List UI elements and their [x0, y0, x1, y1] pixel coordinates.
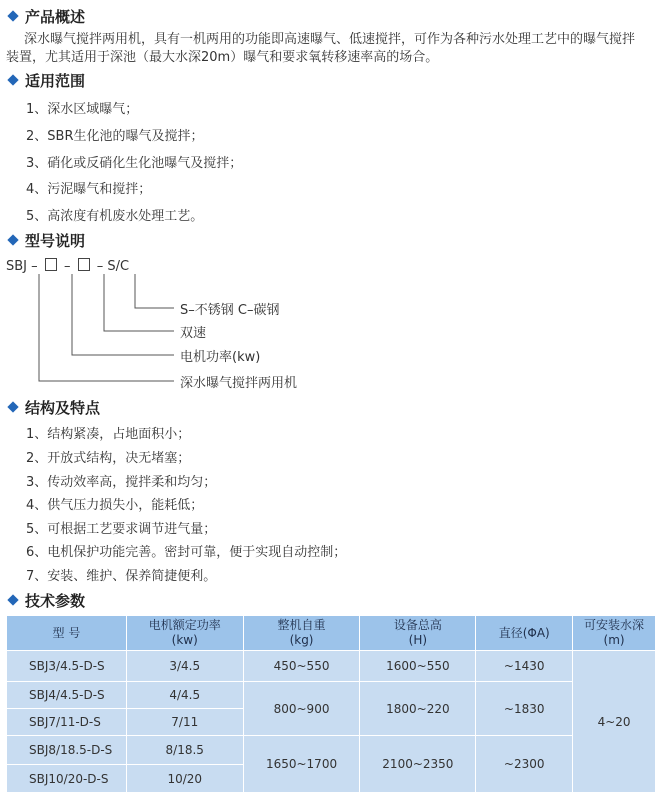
- model-code-dash: –: [96, 259, 104, 274]
- cell-power: 7/11: [126, 709, 243, 736]
- scope-item: 3、硝化或反硝化生化池曝气及搅拌；: [26, 156, 243, 171]
- feature-item: 6、电机保护功能完善。密封可靠，便于实现自动控制；: [26, 545, 347, 560]
- cell-weight: 800~900: [243, 682, 360, 736]
- feature-item: 3、传动效率高，搅拌柔和均匀；: [26, 475, 217, 490]
- model-code-dash: –: [63, 259, 71, 274]
- table-row: [7, 682, 656, 709]
- cell-height: 2100~2350: [360, 736, 476, 793]
- scope-item: 4、污泥曝气和搅拌；: [26, 182, 152, 197]
- model-legend-power: 电机功率(kw): [180, 350, 261, 365]
- model-code-suffix: S/C: [107, 259, 130, 274]
- cell-model: SBJ10/20-D-S: [7, 765, 127, 793]
- scope-item: 5、高浓度有机废水处理工艺。: [26, 209, 204, 224]
- overview-line-2: 装置，尤其适用于深池（最大水深20m）曝气和要求氧转移速率高的场合。: [6, 50, 439, 65]
- cell-weight: 1650~1700: [243, 736, 360, 793]
- table-row: [7, 651, 656, 682]
- cell-diameter: ~1430: [476, 651, 573, 682]
- model-code-dash: –: [31, 259, 38, 274]
- model-legend-name: 深水曝气搅拌两用机: [180, 376, 298, 391]
- cell-depth: 4~20: [573, 651, 656, 793]
- cell-model: SBJ8/18.5-D-S: [7, 736, 127, 765]
- section-heading-features: [6, 396, 100, 418]
- cell-model: SBJ3/4.5-D-S: [7, 651, 127, 682]
- header-weight: 整机自重 (kg): [243, 616, 360, 651]
- header-model: 型 号: [7, 616, 127, 651]
- header-diameter: 直径(ΦA): [476, 616, 573, 651]
- cell-diameter: ~1830: [476, 682, 573, 736]
- header-power: 电机额定功率 (kw): [126, 616, 243, 651]
- feature-item: 5、可根据工艺要求调节进气量；: [26, 522, 217, 537]
- feature-item: 2、开放式结构，决无堵塞；: [26, 451, 191, 466]
- cell-power: 4/4.5: [126, 682, 243, 709]
- feature-item: 4、供气压力损失小，能耗低；: [26, 498, 204, 513]
- overview-line-1: 深水曝气搅拌两用机，具有一机两用的功能即高速曝气、低速搅拌，可作为各种污水处理工艺中的曝气搅拌: [24, 32, 636, 47]
- cell-height: 1600~550: [360, 651, 476, 682]
- model-legend-speed: 双速: [180, 326, 207, 341]
- header-depth: 可安装水深 (m): [573, 616, 656, 651]
- table-header-row: [7, 616, 656, 651]
- section-title: 型号说明: [25, 231, 86, 250]
- section-heading-specs: [6, 589, 85, 611]
- section-title: 技术参数: [25, 591, 86, 610]
- spec-table: [6, 615, 656, 793]
- section-title: 适用范围: [25, 71, 86, 90]
- scope-item: 2、SBR生化池的曝气及搅拌；: [26, 129, 204, 144]
- model-code-prefix: SBJ: [6, 259, 28, 274]
- model-legend-material: S–不锈钢 C–碳钢: [180, 303, 280, 318]
- table-row: [7, 736, 656, 765]
- cell-power: 3/4.5: [126, 651, 243, 682]
- diamond-bullet-icon: [7, 401, 18, 412]
- cell-diameter: ~2300: [476, 736, 573, 793]
- feature-item: 1、结构紧凑，占地面积小；: [26, 427, 191, 442]
- diamond-bullet-icon: [7, 594, 18, 605]
- cell-model: SBJ7/11-D-S: [7, 709, 127, 736]
- header-height: 设备总高 (H): [360, 616, 476, 651]
- cell-power: 10/20: [126, 765, 243, 793]
- cell-height: 1800~220: [360, 682, 476, 736]
- cell-weight: 450~550: [243, 651, 360, 682]
- feature-item: 7、安装、维护、保养简捷便利。: [26, 569, 217, 584]
- cell-power: 8/18.5: [126, 736, 243, 765]
- section-title: 产品概述: [25, 7, 86, 26]
- section-title: 结构及特点: [25, 398, 101, 417]
- model-connector-lines: [0, 0, 660, 400]
- scope-item: 1、深水区域曝气；: [26, 102, 139, 117]
- cell-model: SBJ4/4.5-D-S: [7, 682, 127, 709]
